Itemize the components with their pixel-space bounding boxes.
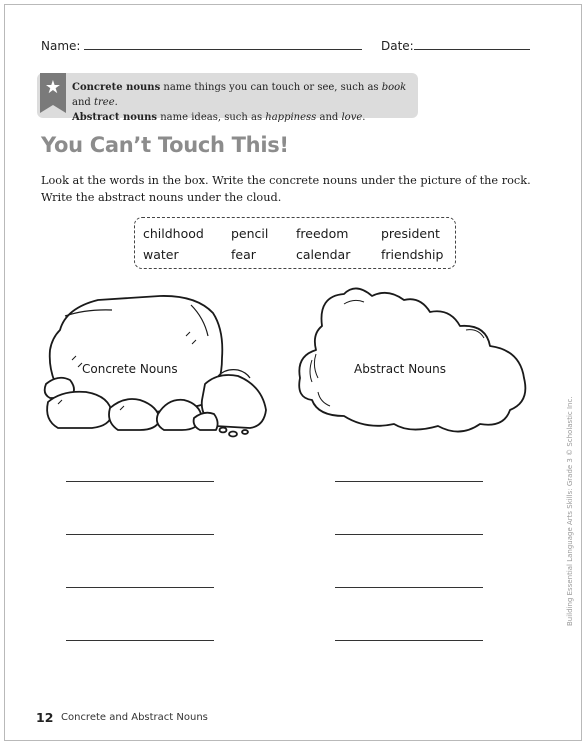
date-label: Date:	[381, 39, 414, 53]
concrete-term: Concrete nouns	[72, 82, 161, 93]
cloud-label: Abstract Nouns	[354, 362, 446, 376]
word-item: pencil	[231, 226, 269, 241]
example-word: tree	[93, 97, 115, 108]
word-item: president	[381, 226, 440, 241]
example-word: love	[341, 112, 363, 123]
concrete-answer-line[interactable]	[66, 534, 214, 535]
concrete-answer-line[interactable]	[66, 587, 214, 588]
definition-phrase: name things you can touch or see, such as	[160, 82, 382, 93]
punctuation: .	[362, 112, 366, 123]
instruction-line: Look at the words in the box. Write the concrete nouns under the picture of the rock.	[41, 174, 531, 187]
conjunction: and	[72, 97, 94, 108]
name-label: Name:	[41, 39, 81, 53]
example-word: happiness	[265, 112, 317, 123]
page-title: You Can’t Touch This!	[41, 133, 289, 157]
abstract-term: Abstract nouns	[72, 112, 158, 123]
definition-phrase: name ideas, such as	[157, 112, 266, 123]
cloud-illustration	[299, 288, 525, 431]
word-item: freedom	[296, 226, 349, 241]
abstract-answer-line[interactable]	[335, 587, 483, 588]
word-item: friendship	[381, 247, 444, 262]
abstract-answer-line[interactable]	[335, 481, 483, 482]
word-item: water	[143, 247, 179, 262]
concrete-answer-line[interactable]	[66, 640, 214, 641]
star-icon: ★	[44, 77, 62, 98]
conjunction: and	[316, 112, 342, 123]
instruction-line: Write the abstract nouns under the cloud.	[41, 191, 282, 204]
abstract-answer-line[interactable]	[335, 534, 483, 535]
concrete-answer-line[interactable]	[66, 481, 214, 482]
abstract-answer-line[interactable]	[335, 640, 483, 641]
footer-topic: Concrete and Abstract Nouns	[61, 712, 208, 723]
page-number: 12	[36, 710, 54, 725]
example-word: book	[381, 82, 407, 93]
word-item: fear	[231, 247, 256, 262]
copyright-credit: Building Essential Language Arts Skills: Grade 3 © Scholastic Inc.	[566, 396, 574, 626]
word-item: calendar	[296, 247, 351, 262]
punctuation: .	[114, 97, 118, 108]
rock-label: Concrete Nouns	[82, 362, 178, 376]
word-item: childhood	[143, 226, 204, 241]
